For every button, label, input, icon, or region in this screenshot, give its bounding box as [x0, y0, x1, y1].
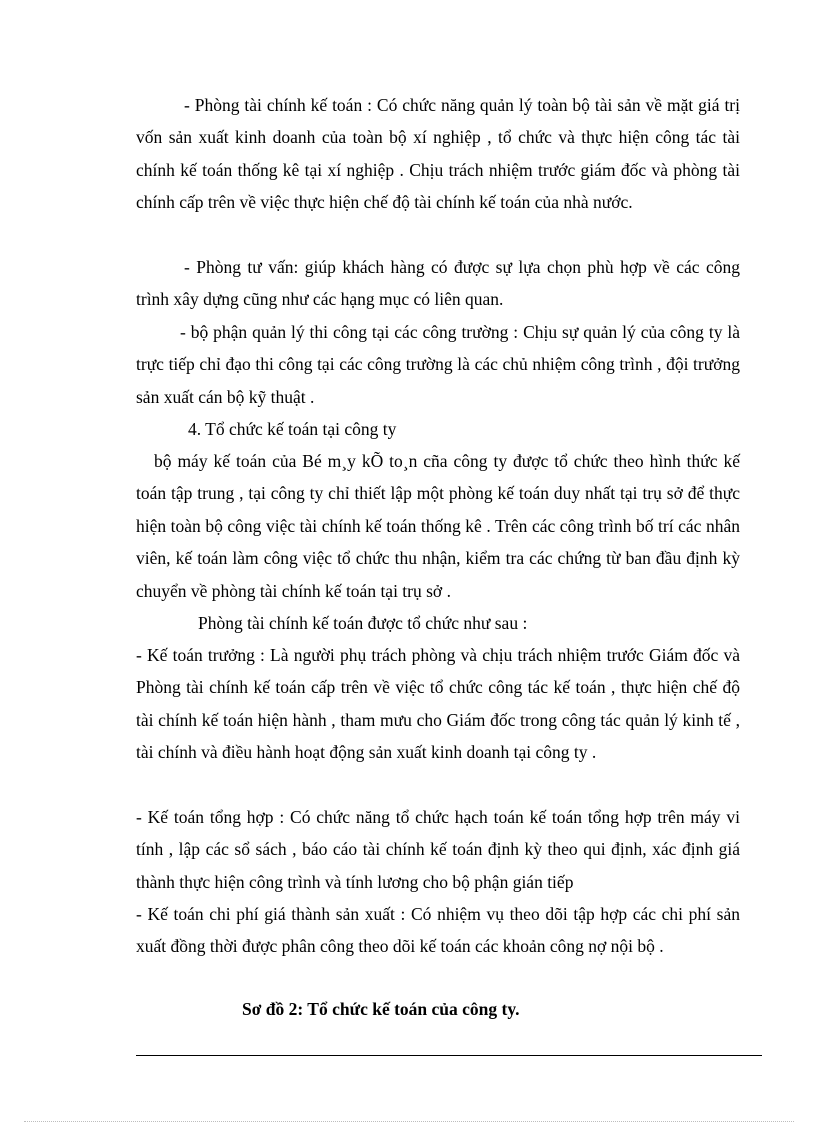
section-heading-accounting-organization: 4. Tổ chức kế toán tại công ty [188, 419, 397, 439]
paragraph-consulting-dept: - Phòng tư vấn: giúp khách hàng có được sự lựa chọn phù hợp về các công trình xây dựng cũng như các hạng mục có liên quan. [136, 257, 740, 310]
paragraph-construction-dept: - bộ phận quản lý thi công tại các công trường : Chịu sự quản lý của công ty là trực tiếp chỉ đạo thi công tại các công trường là các chủ nhiệm công trình , đội trưởng sản xuất cán bộ kỹ thuật . [136, 322, 740, 407]
paragraph-accounting-dept: - Phòng tài chính kế toán : Có chức năng quản lý toàn bộ tài sản về mặt giá trị vốn sản xuất kinh doanh của toàn bộ xí nghiệp , tổ chức và thực hiện công tác tài chính kế toán thống kê tại xí nghiệp . Chịu trách nhiệm trước giám đốc và phòng tài chính cấp trên về việc thực hiện chế độ tài chính kế toán của nhà nước. [136, 95, 740, 213]
page-bottom-divider [24, 1121, 794, 1122]
paragraph-accounting-apparatus: bộ máy kế toán của Bé m¸y kÕ to¸n cña công ty được tổ chức theo hình thức kế toán tập trung , tại công ty chỉ thiết lập một phòng kế toán duy nhất tại trụ sở để thực hiện toàn bộ công việc tài chính kế toán thống kê . Trên các công trình bố trí các nhân viên, kế toán làm công việc tổ chức thu nhận, kiểm tra các chứng từ ban đầu định kỳ chuyển về phòng tài chính kế toán tại trụ sở . [136, 451, 740, 601]
diagram-caption: Sơ đồ 2: Tổ chức kế toán của công ty. [242, 999, 520, 1019]
horizontal-rule [136, 1055, 762, 1056]
paragraph-cost-accountant: - Kế toán chi phí giá thành sản xuất : Có nhiệm vụ theo dõi tập hợp các chi phí sản xuất đồng thời được phân công theo dõi kế toán các khoản công nợ nội bộ . [136, 904, 740, 957]
paragraph-chief-accountant: - Kế toán trưởng : Là người phụ trách phòng và chịu trách nhiệm trước Giám đốc và Phòng tài chính kế toán cấp trên về việc tổ chức công tác kế toán , thực hiện chế độ tài chính kế toán hiện hành , tham mưu cho Giám đốc trong công tác quản lý kinh tế , tài chính và điều hành hoạt động sản xuất kinh doanh tại công ty . [136, 645, 740, 763]
paragraph-organization-intro: Phòng tài chính kế toán được tổ chức như sau : [198, 613, 528, 633]
paragraph-general-accountant: - Kế toán tổng hợp : Có chức năng tổ chức hạch toán kế toán tổng hợp trên máy vi tính , lập các sổ sách , báo cáo tài chính kế toán định kỳ theo qui định, xác định giá thành thực hiện công trình và tính lương cho bộ phận gián tiếp [136, 807, 740, 892]
